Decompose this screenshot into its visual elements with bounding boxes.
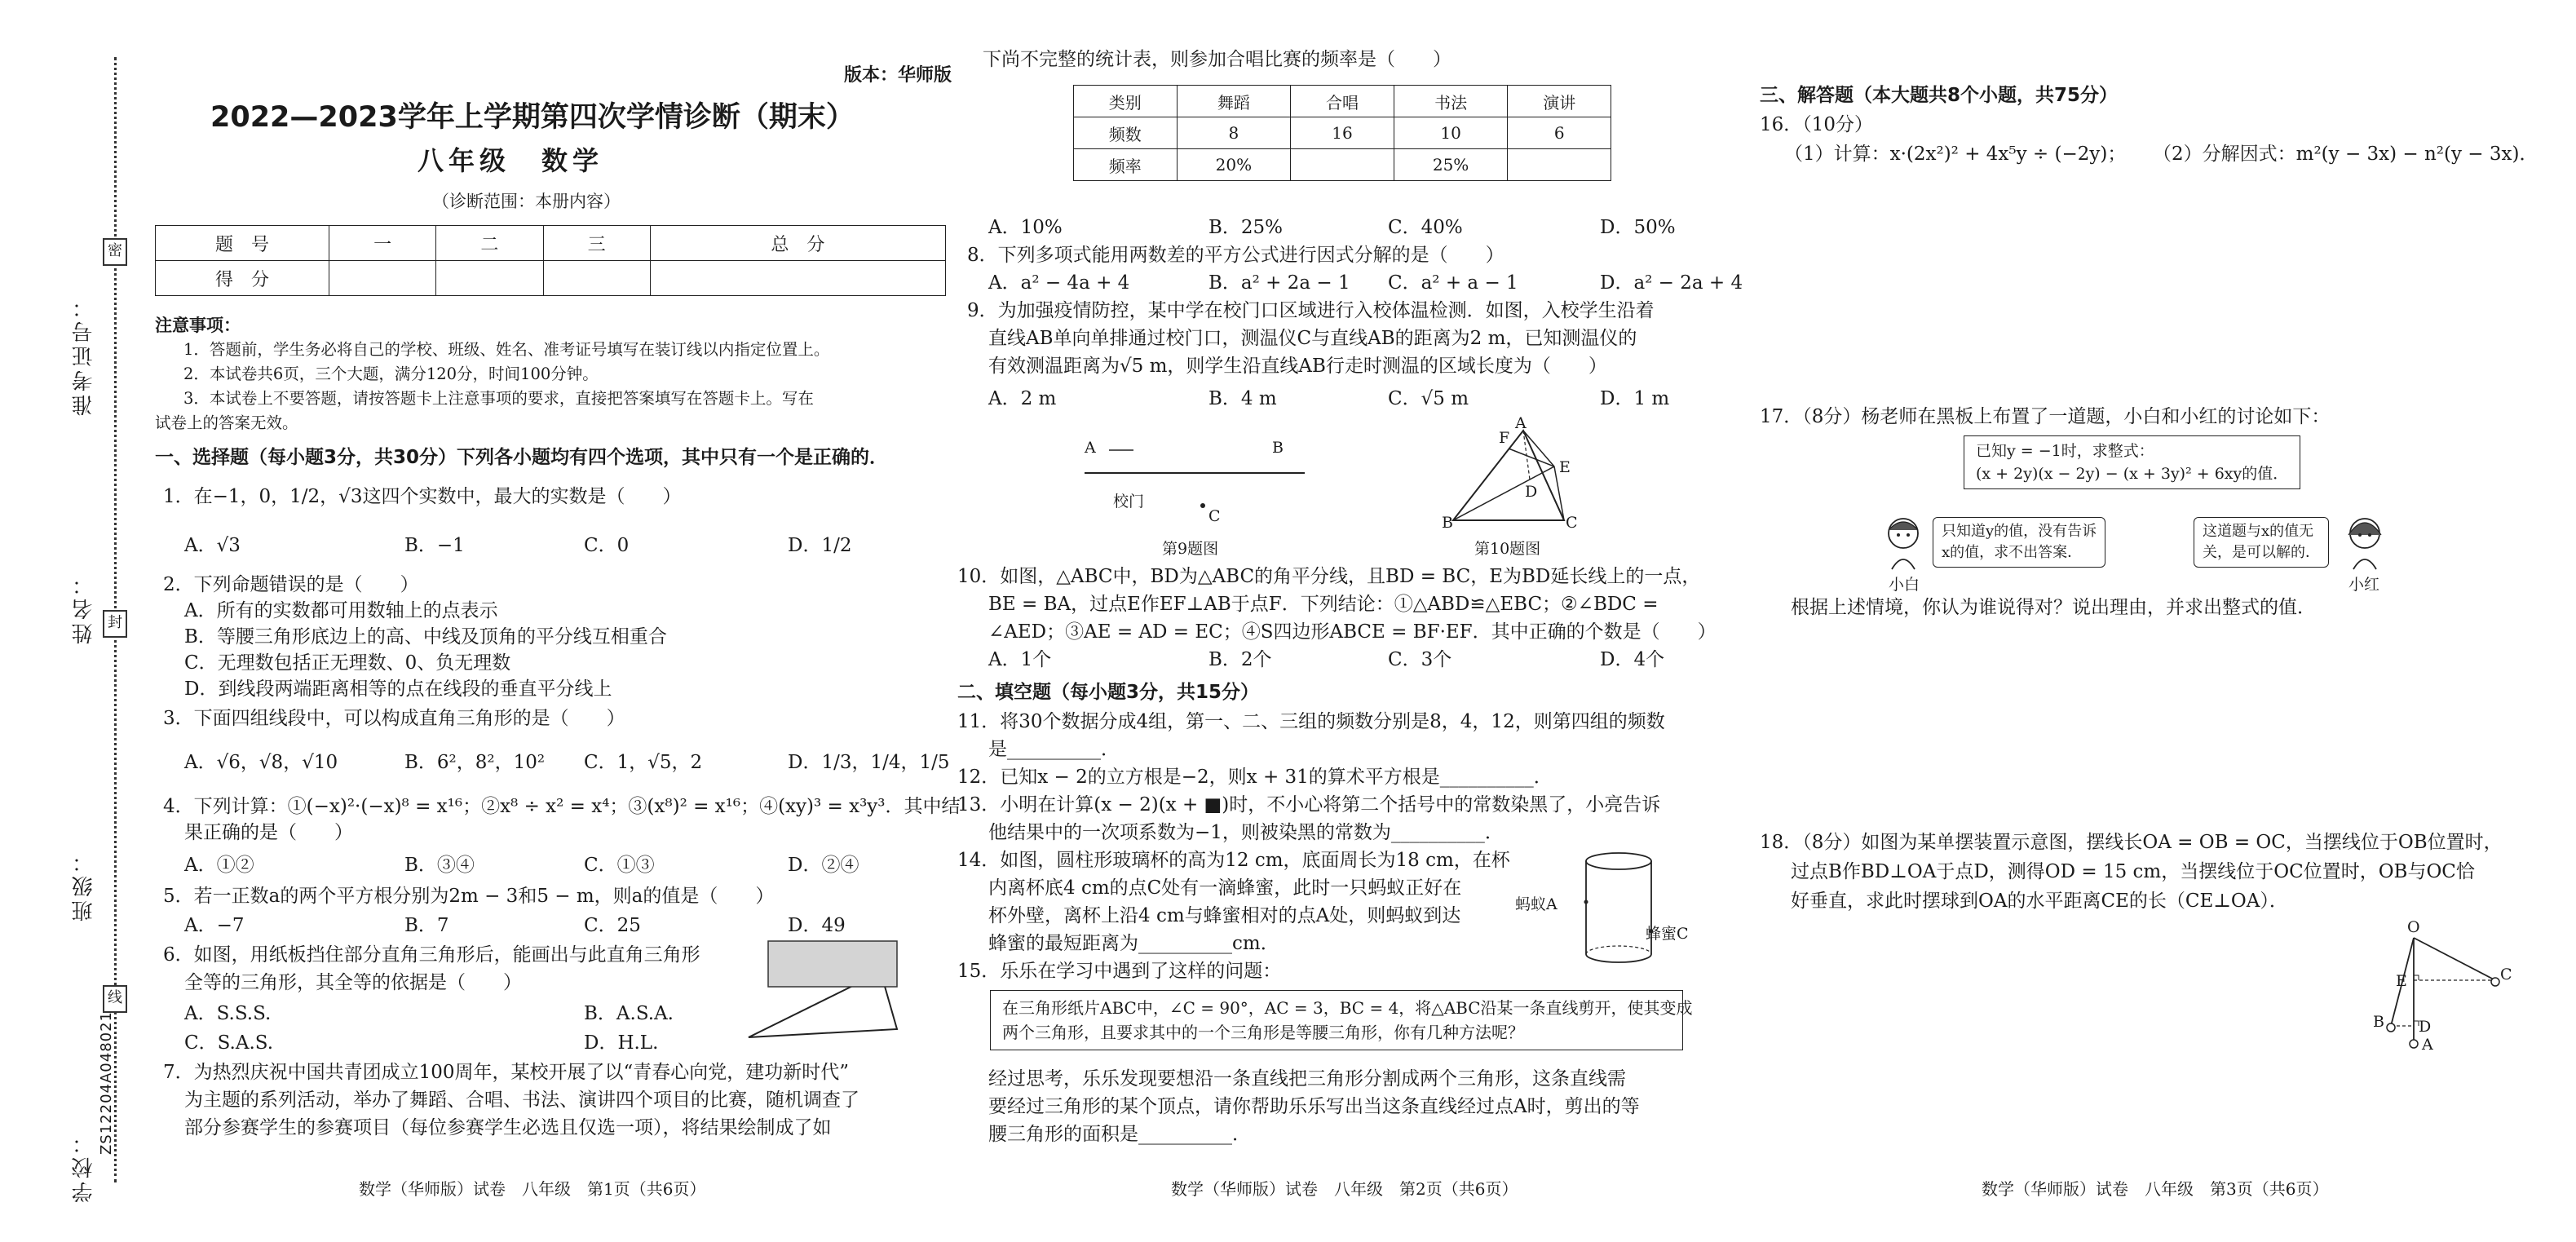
stat-header-cell: 舞蹈 <box>1177 86 1291 117</box>
question-10-line: 10．如图，△ABC中，BD为△ABC的角平分线，且BD = BC，E为BD延长线上的一点， <box>957 566 1701 587</box>
bubble-line: x的值，求不出答案． <box>1942 544 2083 561</box>
option: D．到线段两端距离相等的点在线段的垂直平分线上 <box>184 678 612 700</box>
stat-header-cell: 合唱 <box>1291 86 1394 117</box>
question-7-line: 7．为热烈庆祝中国共青团成立100周年，某校开展了以“青春心向党，建功新时代” <box>163 1062 850 1083</box>
question-7-line: 下尚不完整的统计表，则参加合唱比赛的频率是（ ） <box>983 49 1451 70</box>
option: A．√6，√8，√10 <box>184 752 338 773</box>
fig10-label-a: A <box>1515 414 1527 432</box>
option: A．1个 <box>988 649 1052 670</box>
note-item: 2．本试卷共6页，三个大题，满分120分，时间100分钟。 <box>183 365 599 383</box>
question-4-line: 果正确的是（ ） <box>184 822 353 843</box>
question-14-line: 蜂蜜的最短距离为__________cm． <box>988 933 1279 954</box>
option: A．①② <box>184 855 254 876</box>
page-1-footer: 数学（华师版）试卷 八年级 第1页（共6页） <box>359 1179 706 1199</box>
question-9-line: 有效测温距离为√5 m，则学生沿直线AB行走时测温的区域长度为（ ） <box>988 356 1607 377</box>
exam-subtitle: 八年级 数学 <box>418 145 604 176</box>
fig14-honey-label: 蜂蜜C <box>1646 925 1689 943</box>
question-15-line: 经过思考，乐乐发现要想沿一条直线把三角形分割成两个三角形，这条直线需 <box>988 1068 1626 1090</box>
bubble-line: 关，是可以解的． <box>2203 544 2320 561</box>
fig9-gate-label: 校门 <box>1113 493 1145 511</box>
exam-number-label: 准考证号： <box>72 294 96 416</box>
fig9-label-b: B <box>1272 439 1284 457</box>
option: B．−1 <box>404 535 465 556</box>
option: D．1 m <box>1600 388 1670 409</box>
option: A．−7 <box>184 915 245 936</box>
xiaobai-name: 小白 <box>1889 576 1920 594</box>
question-15-box-line: 两个三角形，且要求其中的一个三角形是等腰三角形，你有几种方法呢？ <box>1002 1023 1524 1042</box>
option: D．1/2 <box>788 535 852 556</box>
option: A．a² − 4a + 4 <box>988 272 1130 294</box>
binding-mark-feng: 封 <box>103 610 127 638</box>
option: B．a² + 2a − 1 <box>1208 272 1350 294</box>
option: A．2 m <box>988 388 1057 409</box>
school-label: 学校： <box>72 1129 96 1203</box>
option: D．49 <box>788 915 846 936</box>
option: D．50% <box>1600 217 1676 238</box>
option: C．0 <box>584 535 630 556</box>
score-header-cell: 总 分 <box>650 226 945 261</box>
question-6-figure <box>742 938 905 1044</box>
option: D．1/3，1/4，1/5 <box>788 752 950 773</box>
fig10-label-c: C <box>1566 514 1578 532</box>
question-8-stem: 8．下列多项式能用两数差的平方公式进行因式分解的是（ ） <box>967 245 1505 266</box>
xiaohong-avatar <box>2342 514 2388 571</box>
fig18-label-o: O <box>2407 918 2420 936</box>
bubble-line: 这道题与x的值无 <box>2203 523 2314 540</box>
option: D．②④ <box>788 855 859 876</box>
note-item: 试卷上的答案无效。 <box>155 413 298 432</box>
score-cell <box>650 261 945 296</box>
stat-cell: 20% <box>1177 149 1291 181</box>
question-15-line: 15．乐乐在学习中遇到了这样的问题： <box>957 961 1282 982</box>
option: D．4个 <box>1600 649 1665 670</box>
score-table <box>155 225 946 296</box>
question-1-stem: 1．在−1，0，1/2，√3这四个实数中，最大的实数是（ ） <box>163 486 682 507</box>
question-18-line: 18．（8分）如图为某单摆装置示意图，摆线长OA = OB = OC，当摆线位于OB位置时， <box>1760 832 2503 853</box>
section-1-title: 一、选择题（每小题3分，共30分）下列各小题均有四个选项，其中只有一个是正确的． <box>155 447 889 468</box>
fig9-caption: 第9题图 <box>1162 540 1219 558</box>
question-11-line: 是__________． <box>988 739 1120 760</box>
xiaobai-avatar <box>1880 514 1926 571</box>
fig14-ant-label: 蚂蚁A <box>1515 895 1558 913</box>
question-4-line: 4．下列计算：①(−x)²·(−x)⁸ = x¹⁶；②x⁸ ÷ x² = x⁴；③(x⁸)² = x¹⁶；④(xy)³ = x³y³．其中结 <box>163 796 961 817</box>
score-header-cell: 二 <box>436 226 543 261</box>
score-row-label: 得 分 <box>156 261 329 296</box>
question-17-head: 17．（8分）杨老师在黑板上布置了一道题，小白和小红的讨论如下： <box>1760 406 2331 427</box>
page-3-footer: 数学（华师版）试卷 八年级 第3页（共6页） <box>1982 1179 2329 1199</box>
fig18-label-e: E <box>2396 972 2407 990</box>
question-9-line: 直线AB单向单排通过校门口，测温仪C与直线AB的距离为2 m，已知测温仪的 <box>988 328 1637 349</box>
option: B．4 m <box>1208 388 1277 409</box>
fig10-label-e: E <box>1559 458 1571 476</box>
stat-cell: 频率 <box>1074 149 1178 181</box>
option: A．S.S.S. <box>184 1003 272 1024</box>
binding-mark-xian: 线 <box>103 985 127 1013</box>
bubble-line: 只知道y的值，没有告诉 <box>1942 523 2097 540</box>
paper-code: ZS12204A048021 <box>98 1011 115 1156</box>
blackboard-line: 已知y = −1时，求整式： <box>1976 442 2154 460</box>
class-label: 班级： <box>72 848 96 922</box>
notes-title: 注意事项： <box>155 316 241 335</box>
fig18-label-c: C <box>2500 966 2512 983</box>
option: C．①③ <box>584 855 655 876</box>
score-header-cell: 题 号 <box>156 226 329 261</box>
exam-scope: （诊断范围：本册内容） <box>432 192 621 211</box>
question-5-stem: 5．若一正数a的两个平方根分别为2m − 3和5 − m，则a的值是（ ） <box>163 886 775 907</box>
question-12-line: 12．已知x − 2的立方根是−2，则x + 31的算术平方根是__________． <box>957 767 1553 788</box>
option: A．所有的实数都可用数轴上的点表示 <box>184 600 498 621</box>
option: C．S.A.S. <box>184 1032 274 1054</box>
score-header-cell: 三 <box>543 226 650 261</box>
option: C．√5 m <box>1388 388 1469 409</box>
option: A．√3 <box>184 535 241 556</box>
version-label: 版本：华师版 <box>844 65 952 86</box>
question-7-line: 部分参赛学生的参赛项目（每位参赛学生必选且仅选一项），将结果绘制成了如 <box>184 1117 832 1138</box>
option: B．A.S.A. <box>584 1003 674 1024</box>
stat-cell: 25% <box>1394 149 1508 181</box>
score-cell <box>543 261 650 296</box>
option: C．无理数包括正无理数、0、负无理数 <box>184 652 511 674</box>
question-9-line: 9．为加强疫情防控，某中学在校门口区域进行入校体温检测．如图，入校学生沿着 <box>967 300 1655 321</box>
option: C．a² + a − 1 <box>1388 272 1518 294</box>
fig10-caption: 第10题图 <box>1474 540 1541 558</box>
fig18-label-d: D <box>2419 1018 2432 1036</box>
question-13-line: 他结果中的一次项系数为−1，则被染黑的常数为__________． <box>988 822 1504 843</box>
question-15-line: 要经过三角形的某个顶点，请你帮助乐乐写出当这条直线经过点A时，剪出的等 <box>988 1096 1640 1117</box>
option: B．等腰三角形底边上的高、中线及顶角的平分线互相重合 <box>184 626 667 648</box>
note-item: 1．答题前，学生务必将自己的学校、班级、姓名、准考证号填写在装订线以内指定位置上。 <box>183 340 830 359</box>
stat-header-cell: 类别 <box>1074 86 1178 117</box>
question-16-part-1: （1）计算：x·(2x²)² + 4x⁵y ÷ (−2y)； <box>1784 144 2127 165</box>
exam-title: 2022—2023学年上学期第四次学情诊断（期末） <box>210 101 855 134</box>
option: B．6²，8²，10² <box>404 752 546 773</box>
question-15-line: 腰三角形的面积是__________． <box>988 1124 1251 1145</box>
question-13-line: 13．小明在计算(x − 2)(x + ■)时，不小心将第二个括号中的常数染黑了，小亮告诉 <box>957 794 1661 815</box>
option: C．3个 <box>1388 649 1452 670</box>
section-3-title: 三、解答题（本大题共8个小题，共75分） <box>1760 85 2119 106</box>
fig9-label-c: C <box>1208 507 1221 525</box>
question-16-part-2: （2）分解因式：m²(y − 3x) − n²(y − 3x)． <box>2153 144 2538 165</box>
cylinder-diagram <box>1574 848 1664 970</box>
stat-cell <box>1508 149 1611 181</box>
option: B．25% <box>1208 217 1284 238</box>
score-cell <box>329 261 436 296</box>
section-2-title: 二、填空题（每小题3分，共15分） <box>957 682 1260 703</box>
stat-cell: 16 <box>1291 117 1394 149</box>
xiaohong-name: 小红 <box>2348 576 2380 594</box>
binding-mark-mi: 密 <box>103 238 127 266</box>
stat-header-cell: 书法 <box>1394 86 1508 117</box>
score-header-cell: 一 <box>329 226 436 261</box>
question-15-box-line: 在三角形纸片ABC中，∠C = 90°，AC = 3，BC = 4，将△ABC沿某一条直线剪开，使其变成 <box>1002 998 1693 1018</box>
stat-cell: 6 <box>1508 117 1611 149</box>
fig18-label-b: B <box>2373 1013 2384 1031</box>
xiaohong-speech-bubble <box>2194 517 2329 568</box>
question-6-line: 全等的三角形，其全等的依据是（ ） <box>184 972 522 993</box>
option: B．7 <box>404 915 449 936</box>
fig10-label-b: B <box>1442 514 1453 532</box>
score-cell <box>436 261 543 296</box>
option: B．2个 <box>1208 649 1272 670</box>
stat-cell: 频数 <box>1074 117 1178 149</box>
xiaobai-speech-bubble <box>1933 517 2105 568</box>
question-10-line: BE = BA，过点E作EF⊥AB于点F．下列结论：①△ABD≌△EBC；②∠BDC = <box>988 594 1659 615</box>
option: A．10% <box>988 217 1063 238</box>
fig9-label-a: A <box>1085 439 1096 457</box>
question-18-line: 好垂直，求此时摆球到OA的水平距离CE的长（CE⊥OA）． <box>1791 891 2288 912</box>
blackboard-box <box>1964 435 2300 489</box>
question-14-line: 内离杯底4 cm的点C处有一滴蜂蜜，此时一只蚂蚁正好在 <box>988 877 1462 899</box>
question-6-line: 6．如图，用纸板挡住部分直角三角形后，能画出与此直角三角形 <box>163 944 700 966</box>
question-16-head: 16．（10分） <box>1760 114 1874 135</box>
question-7-line: 为主题的系列活动，举办了舞蹈、合唱、书法、演讲四个项目的比赛，随机调查了 <box>184 1090 859 1111</box>
option: B．③④ <box>404 855 475 876</box>
student-name-label: 姓名： <box>72 571 96 644</box>
stat-cell: 8 <box>1177 117 1291 149</box>
fig18-label-a: A <box>2422 1036 2433 1054</box>
question-10-line: ∠AED；③AE = AD = EC；④S四边形ABCE = BF·EF．其中正确的个数是（ ） <box>988 621 1717 643</box>
question-17-question: 根据上述情境，你认为谁说得对？说出理由，并求出整式的值． <box>1791 597 2316 618</box>
question-3-stem: 3．下面四组线段中，可以构成直角三角形的是（ ） <box>163 708 625 729</box>
option: C．25 <box>584 915 641 936</box>
question-15-box <box>990 990 1693 1050</box>
option: C．1，√5，2 <box>584 752 703 773</box>
stat-header-cell: 演讲 <box>1508 86 1611 117</box>
fig10-label-d: D <box>1525 483 1538 501</box>
question-14-line: 杯外壁，离杯上沿4 cm与蜂蜜相对的点A处，则蚂蚁到达 <box>988 905 1461 926</box>
question-2-stem: 2．下列命题错误的是（ ） <box>163 574 419 595</box>
fig10-label-f: F <box>1499 429 1510 447</box>
stat-cell: 10 <box>1394 117 1508 149</box>
page-2-footer: 数学（华师版）试卷 八年级 第2页（共6页） <box>1171 1179 1518 1199</box>
question-11-line: 11．将30个数据分成4组，第一、二、三组的频数分别是8，4，12，则第四组的频数 <box>957 711 1665 732</box>
stat-cell <box>1291 149 1394 181</box>
note-item: 3．本试卷上不要答题，请按答题卡上注意事项的要求，直接把答案填写在答题卡上。写在 <box>183 389 814 408</box>
question-18-line: 过点B作BD⊥OA于点D，测得OD = 15 cm，当摆线位于OC位置时，OB与OC恰 <box>1791 861 2475 882</box>
option: C．40% <box>1388 217 1463 238</box>
option: D．H.L. <box>584 1032 659 1054</box>
blackboard-line: (x + 2y)(x − 2y) − (x + 3y)² + 6xy的值． <box>1976 465 2289 483</box>
question-14-line: 14．如图，圆柱形玻璃杯的高为12 cm，底面周长为18 cm，在杯 <box>957 850 1510 871</box>
question-7-table <box>1073 85 1611 181</box>
option: D．a² − 2a + 4 <box>1600 272 1743 294</box>
